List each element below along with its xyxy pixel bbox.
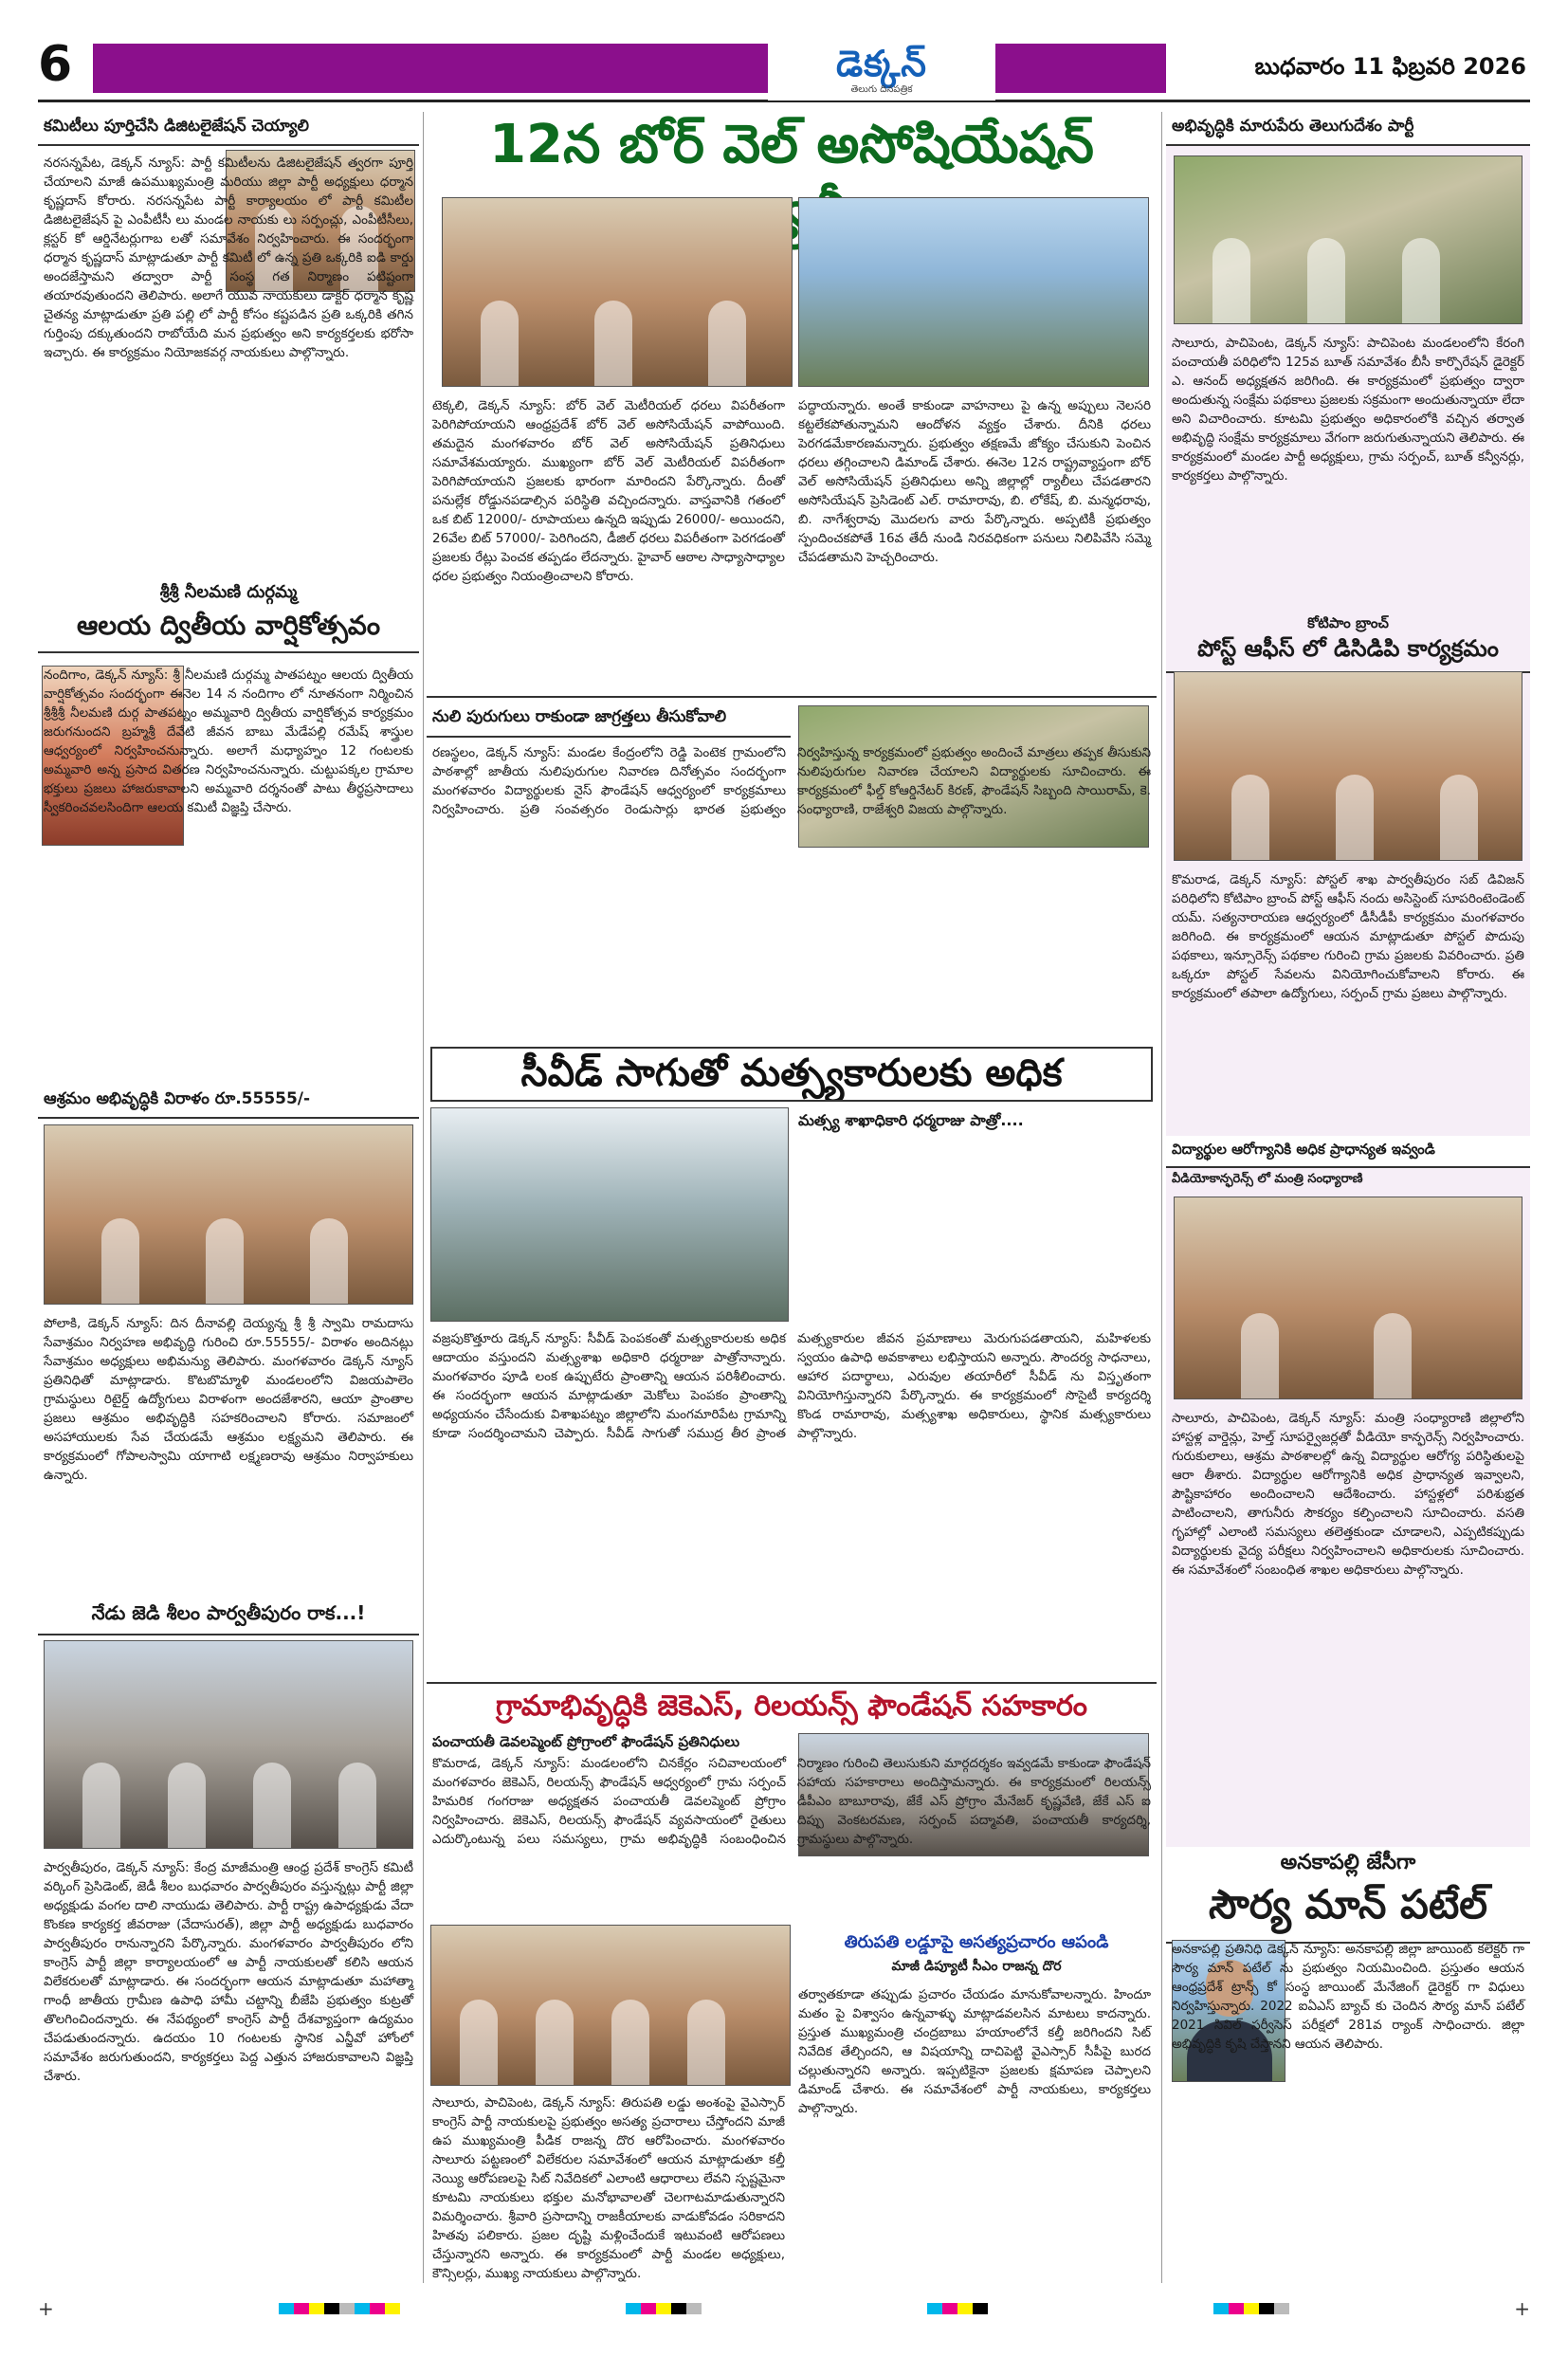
article-body: పార్వతీపురం, డెక్కన్ న్యూస్: కేంద్ర మాజీమంత్రి ఆంధ్ర ప్రదేశ్ కాంగ్రెస్ కమిటీ వర్కింగ్ ప్రెసిడెంట్, జెడీ శీలం బుధవారం పార్వతీపురం వస్తున్నట్లు పార్టీ జిల్లా అధ్యక్షుడు వంగల దాలి నాయుడు తెలిపారు. పార్టీ రాష్ట్ర ఉపాధ్యక్షుడు వేదా కొంకణ కార్యకర్త జీవరాజు (వేదాసురత్), జిల్లా పార్టీ అధ్యక్షుడు బుధవారం పార్వతీపురం రానున్నారని పేర్కొన్నారు. మంగళవారం పార్వతీపురం లోని కాంగ్రెస్ పార్టీ జిల్లా కార్యాలయంలో ఆ పార్టీ నాయకులతో కలిసి ఆయన విలేకరులతో మాట్లాడారు. ఈ సందర్భంగా ఆయన మాట్లాడుతూ మహాత్మా గాంధీ జాతీయ గ్రామీణ ఉపాధి హామీ చట్టాన్ని బీజేపి ప్రభుత్వం కుట్రతో తొలగించిందన్నారు. ఈ నేపథ్యంలో కాంగ్రెస్ పార్టీ దేశవ్యాప్తంగా ఉద్యమం చేపడుతుందన్నారు. ఉదయం 10 గంటలకు స్థానిక ఎన్జీవో హోంలో సమావేశం జరుగుతుందని, కార్యకర్తలు పెద్ద ఎత్తున హాజరుకావాలని విజ్ఞప్తి చేశారు. — [44, 1860, 413, 2084]
swatch — [641, 2303, 656, 2314]
article-reliance — [427, 1690, 1157, 1917]
article-jd-seelam — [38, 1597, 419, 2283]
swatch — [927, 2303, 942, 2314]
article-body: తర్వాతకూడా తప్పుడు ప్రచారం చేయడం మానుకోవాలన్నారు. హిందూ మతం పై విశ్వాసం ఉన్నవాళ్ళు మాట్లాడవలసిన మాటలు కాదన్నారు. ప్రస్తుత ముఖ్యమంత్రి చంద్రబాబు హయాంలోనే కల్తీ జరిగిందని సిట్ నివేదిక తేల్చిందని, ఆ విషయాన్ని దాచిపెట్టి వైఎస్సార్ సీపీపై బురద చల్లుతున్నారని అన్నారు. ఇప్పటికైనా ప్రజలకు క్షమాపణ చెప్పాలని డిమాండ్ చేశారు. ఈ సమావేశంలో పార్టీ నాయకులు, కార్యకర్తలు పాల్గొన్నారు. — [798, 1987, 1151, 2116]
person-figure — [310, 1218, 348, 1304]
person-figure — [1402, 238, 1440, 323]
person-figure — [536, 2000, 574, 2085]
person-figure — [611, 2000, 649, 2085]
article-body: కొమరాడ, డెక్కన్ న్యూస్: మండలంలోని చినకేర్లం సచివాలయంలో మంగళవారం జెకెఎస్, రిలయన్స్ ఫౌండేషన్ ఆధ్వర్యంలో గ్రామ సర్పంచ్ హిమరిక గంగరాజు అధ్యక్షతన పంచాయతీ డెవలప్మెంట్ ప్రోగ్రాం నిర్వహించారు. జెకెఎస్, రిలయన్స్ ఫౌండేషన్ వ్యవసాయంలో రైతులు ఎదుర్కొంటున్న పలు సమస్యలు, గ్రామ అభివృద్ధికి సంబంధించిన నిర్మాణం గురించి తెలుసుకుని మార్గదర్శకం ఇవ్వడమే కాకుండా ఫౌండేషన్ సహాయ సహకారాలు అందిస్తామన్నారు. ఈ కార్యక్రమంలో రిలయన్స్ డీపీఎం బాబూరావు, జేకే ఎస్ ప్రోగ్రాం మేనేజర్ కృష్ణవేణి, జేకే ఎస్ ఐ దిప్పు వెంకటరమణ, సర్పంచ్ పద్మావతి, పంచాయతీ కార్యదర్శి, గ్రామస్థులు పాల్గొన్నారు. — [432, 1756, 1151, 1847]
article-post-office — [1166, 614, 1530, 1126]
article-kicker: వీడియోకాన్ఫరెన్స్ లో మంత్రి సంధ్యారాణి — [1172, 1172, 1363, 1186]
article-body: నందిగాం, డెక్కన్ న్యూస్: శ్రీ నీలమణి దుర్గమ్మ పాతపట్నం ఆలయ ద్వితీయ వార్షికోత్సవం సందర్భంగా ఈనెల 14 న నందిగాం లో నూతనంగా నిర్మించిన శ్రీశ్రీశ్రీ నీలమణి దుర్గ పాతపట్నం అమ్మవారి ద్వితీయ వార్షికోత్సవ కార్యక్రమం జరుగనుందని బ్రహ్మశ్రీ దేవేటి జీవన బాబు మేడేపల్లి రమేష్ శాస్త్రుల ఆధ్వర్యంలో నిర్వహించనున్నారు. అలాగే మధ్యాహ్నం 12 గంటలకు అమ్మవారి అన్న ప్రసాద వితరణ నిర్వహించనున్నారు. చుట్టుపక్కల గ్రామాల భక్తులు ప్రజలు హాజరుకావాలని అమ్మవారి దర్శనంతో పాటు తీర్థప్రసాదాలు స్వీకరించవలసిందిగా ఆలయ కమిటీ విజ్ఞప్తి చేసారు. — [44, 667, 414, 815]
article-headline: 12న బోర్ వెల్ అసోషియేషన్ — [489, 114, 1094, 175]
article-jc-appointment — [1166, 1847, 1530, 2283]
person-figure — [206, 1218, 244, 1304]
article-photo — [44, 1124, 413, 1305]
article-borewell — [427, 112, 1157, 690]
person-figure — [338, 1763, 376, 1848]
swatch — [671, 2303, 686, 2314]
article-body: కొమరాడ, డెక్కన్ న్యూస్: పోస్టల్ శాఖ పార్వతీపురం సబ్ డివిజన్ పరిధిలోని కోటిపాం బ్రాంచ్ పోస్ట్ ఆఫీస్ నందు అసిస్టెంట్ సూపరింటెండెంట్ యమ్. సత్యనారాయణ ఆధ్వర్యంలో డీసీడీపీ కార్యక్రమం మంగళవారం జరిగింది. ఈ కార్యక్రమంలో ఆయన మాట్లాడుతూ పోస్టల్ పొదుపు పథకాలు, ఇన్సూరెన్స్ పథకాల గురించి గ్రామ ప్రజలకు వివరించారు. ప్రతి ఒక్కరూ పోస్టల్ సేవలను వినియోగించుకోవాలని కోరారు. ఈ కార్యక్రమంలో తపాలా ఉద్యోగులు, సర్పంచ్ గ్రామ ప్రజలు పాల్గొన్నారు. — [1172, 872, 1524, 1001]
person-figure — [594, 301, 632, 386]
person-figure — [687, 2000, 725, 2085]
swatch — [355, 2303, 370, 2314]
article-headline: నులి పురుగులు రాకుండా జాగ్రత్తలు తీసుకోవాలి — [427, 702, 791, 738]
article-body: సాలూరు, పాచిపెంట, డెక్కన్ న్యూస్: పాచిపెంట మండలంలోని కేరంగి పంచాయతీ పరిధిలోని 125వ బూత్ సమావేశం బీసీ కార్పొరేషన్ డైరెక్టర్ ఎ. ఆనంద్ అధ్యక్షతన జరిగింది. ఈ కార్యక్రమంలో ప్రభుత్వం ద్వారా అందుతున్న సంక్షేమ పథకాలు ప్రజలకు సక్రమంగా అందుతున్నాయా లేదా అని విచారించారు. కూటమి ప్రభుత్వం అధికారంలోకి వచ్చిన తర్వాత అభివృద్ధి సంక్షేమ కార్యక్రమాలు వేగంగా జరుగుతున్నాయని తెలిపారు. ఈ కార్యక్రమంలో మండల పార్టీ అధ్యక్షులు, గ్రామ సర్పంచ్, బూత్ కన్వీనర్లు, కార్యకర్తలు పాల్గొన్నారు. — [1172, 336, 1524, 484]
swatch — [957, 2303, 973, 2314]
article-body: పోలాకి, డెక్కన్ న్యూస్: దిన దీనావల్లి దెయ్యన్న శ్రీ శ్రీ స్వామి రామదాసు సేవాశ్రమం నిర్వహణ అభివృద్ధి గురించి రూ.55555/- విరాళం అందినట్లు సేవాశ్రమం అధ్యక్షులు అభిమన్యు తెలిపారు. మంగళవారం డెక్కన్ న్యూస్ ప్రతినిధితో మాట్లాడారు. కొటబొమ్మాళి మండలంలోని విజయపాలెం గ్రామస్థులు రిటైర్డ్ ఉద్యోగులు విరాళంగా అందజేశారని, ఆయా ప్రాంతాల ప్రజలు ఆశ్రమం అభివృద్ధికి సహకరించాలని కోరారు. సమాజంలో అసహాయులకు సేవ చేయడమే ఆశ్రమం లక్ష్యమని తెలిపారు. ఈ కార్యక్రమంలో గోపాలస్వామి యాగాటి లక్ష్మణరావు ఆశ్రమం నిర్వాహకులు ఉన్నారు. — [44, 1316, 413, 1483]
article-headline: పోస్ట్ ఆఫీస్ లో డిసిడిపి కార్యక్రమం — [1166, 635, 1530, 673]
color-swatches — [279, 2303, 400, 2314]
newspaper-logo — [768, 44, 995, 100]
swatch — [385, 2303, 400, 2314]
right-column — [1166, 112, 1530, 2283]
logo-tagline: తెలుగు దినపత్రిక — [850, 84, 913, 95]
article-body: వజ్రపుకొత్తూరు డెక్కన్ న్యూస్: సీవీడ్ పెంపకంతో మత్స్యకారులకు అధిక ఆదాయం వస్తుందని మత్స్యశాఖ అధికారి ధర్మరాజు పాత్రోనాన్నారు. మంగళవారం పూడి లంక ఉప్పుటేరు ప్రాంతాన్ని ఆయన పరిశీలించారు. ఈ సందర్భంగా ఆయన మాట్లాడుతూ మెకోలు పెంపకం ప్రాంతాన్ని అధ్యయనం చేసేందుకు విశాఖపట్నం జిల్లాలోని మంగమారిపేట గ్రామాన్ని కూడా సందర్శించామని చెప్పారు. సీవీడ్ సాగుతో సముద్ర తీర ప్రాంత మత్స్యకారుల జీవన ప్రమాణాలు మెరుగుపడతాయని, మహిళలకు స్వయం ఉపాధి అవకాశాలు లభిస్తాయని అన్నారు. సౌందర్య సాధనాలు, ఆహార పదార్థాలు, ఎరువుల తయారీలో సీవీడ్ ను విస్తృతంగా వినియోగిస్తున్నారని పేర్కొన్నారు. ఈ కార్యక్రమంలో సొసైటీ కార్యదర్శి కొండ రామారావు, మత్స్యశాఖ అధికారులు, స్థానిక మత్స్యకారులు పాల్గొన్నారు. — [432, 1331, 1151, 1441]
article-headline-box — [430, 1047, 1153, 1102]
swatch — [656, 2303, 671, 2314]
article-headline: సౌర్య మాన్ పటేల్ — [1166, 1879, 1530, 1944]
article-headline: సీవీడ్ సాగుతో మత్స్యకారులకు అధిక — [520, 1051, 1063, 1095]
swatch — [324, 2303, 339, 2314]
swatch — [626, 2303, 641, 2314]
person-figure — [1241, 1313, 1279, 1398]
swatch — [339, 2303, 355, 2314]
person-figure — [1440, 775, 1478, 860]
person-figure — [1336, 775, 1374, 860]
person-figure — [481, 301, 519, 386]
swatch — [1213, 2303, 1229, 2314]
article-photo — [442, 197, 793, 387]
color-swatches — [927, 2303, 988, 2314]
masthead — [38, 36, 1530, 102]
article-kicker: మాజీ డిప్యూటీ సీఎం రాజన్న దొర — [891, 1959, 1062, 1974]
swatch — [370, 2303, 385, 2314]
article-photo — [44, 1640, 413, 1849]
article-headline: కమిటీలు పూర్తిచేసి డిజిటలైజేషన్ చెయ్యాలి — [38, 112, 419, 146]
registration-mark-icon: + — [38, 2297, 54, 2320]
article-headline: నేడు జెడి శీలం పార్వతీపురం రాక...! — [38, 1597, 419, 1635]
article-temple — [38, 582, 419, 1075]
swatch — [279, 2303, 294, 2314]
article-headline: ఆలయ ద్వితీయ వార్షికోత్సవం — [38, 606, 419, 653]
article-kicker: మత్స్య శాఖాధికారి ధర్మరాజు పాత్రో.... — [798, 1111, 1024, 1129]
logo-text: డెక్కన్ — [836, 43, 927, 84]
article-photo — [1174, 671, 1522, 861]
swatch — [1229, 2303, 1244, 2314]
person-figure — [460, 2000, 498, 2085]
article-ashram — [38, 1085, 419, 1587]
page-number: 6 — [38, 36, 73, 93]
article-body: పద్ధాయన్నారు. అంతే కాకుండా వాహనాలు పై ఉన్న అప్పులు నెలసరి కట్టలేకపోతున్నామని ఆందోళన వ్యక్తం చేశారు. దీనికి ధరలు పెరగడమేకారణమన్నారు. ప్రభుత్వం తక్షణమే జోక్యం చేసుకుని పెంచిన ధరలు తగ్గించాలని డిమాండ్ చేశారు. ఈనెల 12న రాష్ట్రవ్యాప్తంగా బోర్ వెల్ అసోసియేషన్ ప్రతినిధులు అన్ని జిల్లాల్లో ర్యాలీలు చేపడతారని అసోసియేషన్ ప్రెసిడెంట్ ఎల్. రామారావు, బి. లోకేష్, బి. మన్మధరావు, బి. నాగేశ్వరావు మొదలగు వారు పేర్కొన్నారు. అప్పటికీ ప్రభుత్వం స్పందించకపోతే 16వ తేదీ నుండి నిరవధికంగా పనులు నిలిపివేసి సమ్మె చేపడతామని హెచ్చరించారు. — [798, 398, 1151, 565]
article-headline: ఆశ్రమం అభివృద్ధికి విరాళం రూ.55555/- — [38, 1085, 419, 1119]
article-kicker: కోటిపాం బ్రాంచ్ — [1307, 614, 1389, 631]
swatch — [1259, 2303, 1274, 2314]
article-tirupati — [427, 1925, 1157, 2283]
person-figure — [1374, 1313, 1412, 1398]
person-figure — [82, 1763, 120, 1848]
article-kicker: అనకాపల్లి జేసీగా — [1280, 1851, 1416, 1874]
person-figure — [101, 1218, 139, 1304]
person-figure — [168, 1763, 206, 1848]
swatch — [1274, 2303, 1289, 2314]
article-photo — [430, 1925, 791, 2086]
print-registration-strip — [38, 2297, 1530, 2320]
color-swatches — [1213, 2303, 1289, 2314]
swatch — [973, 2303, 988, 2314]
section-divider — [427, 1682, 1157, 1684]
article-digitalization — [38, 112, 419, 576]
column-divider — [1161, 112, 1162, 2283]
person-figure — [1212, 238, 1250, 323]
article-headline: గ్రామాభివృద్ధికి జెకెఎస్, రిలయన్స్ ఫౌండేషన్ సహకారం — [496, 1690, 1087, 1723]
person-figure — [1307, 238, 1345, 323]
registration-mark-icon: + — [1514, 2297, 1530, 2320]
swatch — [309, 2303, 324, 2314]
color-swatches — [626, 2303, 702, 2314]
article-photo — [1174, 1197, 1522, 1399]
article-seaweed — [427, 1107, 1157, 1676]
swatch — [294, 2303, 309, 2314]
section-divider — [427, 696, 1157, 698]
article-photo — [430, 1107, 789, 1322]
article-body: రణస్థలం, డెక్కన్ న్యూస్: మండల కేంద్రంలోని రెడ్డి పెంటెక గ్రామంలోని పాఠశాల్లో జాతీయ నులిపురుగుల నివారణ దినోత్సవం సందర్భంగా మంగళవారం విద్యార్థులకు నైస్ ఫౌండేషన్ ఆధ్వర్యంలో కార్యక్రమాలు నిర్వహించారు. ప్రతి సంవత్సరం రెండుసార్లు భారత ప్రభుత్వం నిర్వహిస్తున్న కార్యక్రమంలో ప్రభుత్వం అందించే మాత్రలు తప్పక తీసుకుని నులిపురుగుల నివారణ చేయాలని విద్యార్థులకు సూచించారు. ఈ కార్యక్రమంలో ఫీల్డ్ కోఆర్డినేటర్ కిరణ్, ఫౌండేషన్ సిబ్బంది సాయిరామ్, కె. సంధ్యారాణి, రాజేశ్వరి విజయ పాల్గొన్నారు. — [432, 745, 1151, 817]
article-body: టెక్కలి, డెక్కన్ న్యూస్: బోర్ వెల్ మెటీరియల్ ధరలు విపరీతంగా పెరిగిపోయాయని ఆంధ్రప్రదేశ్ బోర్ వెల్ అసోసియేషన్ వాపోయింది. తమదైన మంగళవారం బోర్ వెల్ అసోసియేషన్ ప్రతినిధులు సమావేశమయ్యారు. ముఖ్యంగా బోర్ వెల్ మెటీరియల్ విపరీతంగా పెరిగిపోయాయని ప్రజలకు భారంగా మారిందని పేర్కొన్నారు. దీంతో పనుల్లేక రోడ్డునపడాల్సిన పరిస్థితి వచ్చిందన్నారు. వాస్తవానికి గతంలో ఒక బిట్ 12000/- రూపాయలు ఉన్నది ఇప్పుడు 26000/- అయిందని, 26వేల బిట్ 57000/- పెరిగిందని, డీజిల్ ధరలు విపరీతంగా పెరగడంతో ప్రజలకు రేట్లు పెంచక తప్పడం లేదన్నారు. హైవార్ ఆఠాల సాధ్యాసాధ్యాల ధరల ప్రభుత్వం నియంత్రించాలని కోరారు. — [432, 398, 785, 584]
article-tdp — [1166, 112, 1530, 605]
swatch — [686, 2303, 702, 2314]
swatch — [942, 2303, 957, 2314]
article-headline: తిరుపతి లడ్డూపై అసత్యప్రచారం ఆపండి — [844, 1932, 1109, 1952]
article-students-health — [1166, 1136, 1530, 1837]
person-figure — [1231, 775, 1269, 860]
article-worms — [427, 702, 1157, 1039]
article-photo — [1174, 155, 1522, 324]
article-headline: అభివృద్ధికి మారుపేరు తెలుగుదేశం పార్టీ — [1166, 112, 1530, 146]
article-kicker: పంచాయతీ డెవలప్మెంట్ ప్రోగ్రాంలో ఫౌండేషన్ ప్రతినిధులు — [432, 1733, 740, 1750]
article-body: సాలూరు, పాచిపెంట, డెక్కన్ న్యూస్: తిరుపతి లడ్డు అంశంపై వైఎస్సార్ కాంగ్రెస్ పార్టీ నాయకులపై ప్రభుత్వం అసత్య ప్రచారాలు చేస్తోందని మాజీ ఉప ముఖ్యమంత్రి పీడిక రాజన్న దొర ఆరోపించారు. మంగళవారం సాలూరు పట్టణంలో విలేకరుల సమావేశంలో ఆయన మాట్లాడుతూ కల్తీ నెయ్యి ఆరోపణలపై సిట్ నివేదికలో ఎలాంటి ఆధారాలు లేవని స్పష్టమైనా కూటమి నాయకులు భక్తుల మనోభావాలతో చెలగాటమాడుతున్నారని విమర్శించారు. శ్రీవారి ప్రసాదాన్ని రాజకీయాలకు వాడుకోవడం సరికాదని హితవు పలికారు. ప్రజల దృష్టి మళ్లించేందుకే ఇటువంటి ఆరోపణలు చేస్తున్నారని అన్నారు. ఈ కార్యక్రమంలో పార్టీ మండల అధ్యక్షులు, కౌన్సిలర్లు, ముఖ్య నాయకులు పాల్గొన్నారు. — [432, 2095, 785, 2281]
swatch — [1244, 2303, 1259, 2314]
article-body: నరసన్నపేట, డెక్కన్ న్యూస్: పార్టీ కమిటీలను డిజిటలైజేషన్ త్వరగా పూర్తి చేయాలని మాజీ ఉపముఖ్యమంత్రి మరియు జిల్లా పార్టీ అధ్యక్షులు ధర్మాన కృష్ణదాస్ కోరారు. నరసన్నపేట పార్టీ కార్యాలయం లో పార్టీ కమిటీల డిజిటలైజేషన్ పై ఎంపీటీసీ లు మండల నాయకు లు సర్పంచ్లు, ఎంపీటీసీలు, క్లస్టర్ కో ఆర్డినేటర్లుగాబ లతో సమావేశం నిర్వహించారు. ఈ సందర్భంగా ధర్మాన కృష్ణదాస్ మాట్లాడుతూ పార్టీ కమిటీ లో ఉన్న ప్రతి ఒక్కరికి ఐడి కార్డు అందజేస్తామని తద్వారా పార్టీ సంస్థ గత నిర్మాణం పటిష్టంగా తయారవుతుందని తెలిపారు. అలాగే యువ నాయకులు డాక్టర్ ధర్మాన కృష్ణ చైతన్య మాట్లాడుతూ ప్రతి పల్లి లో పార్టీ కోసం కష్టపడిన ప్రతి ఒక్కరికి తగిన గుర్తింపు దక్కుతుందని రాబోయేది మన ప్రభుత్వం అని కార్యకర్తలకు భరోసా ఇచ్చారు. ఈ కార్యక్రమం నియోజకవర్గ నాయకులు పాల్గొన్నారు. — [44, 155, 413, 360]
article-kicker: శ్రీశ్రీ నీలమణి దుర్గమ్మ — [159, 582, 298, 602]
article-body: సాలూరు, పాచిపెంట, డెక్కన్ న్యూస్: మంత్రి సంధ్యారాణి జిల్లాలోని హాస్టళ్ల వార్డెన్లు, హెల్త్ సూపర్వైజర్లతో వీడియో కాన్ఫరెన్స్ నిర్వహించారు. గురుకులాలు, ఆశ్రమ పాఠశాలల్లో ఉన్న విద్యార్థుల ఆరోగ్య పరిస్థితులపై ఆరా తీశారు. విద్యార్థుల ఆరోగ్యానికి అధిక ప్రాధాన్యత ఇవ్వాలని, పౌష్టికాహారం అందించాలని ఆదేశించారు. హాస్టళ్లలో పరిశుభ్రత పాటించాలని, తాగునీరు సౌకర్యం కల్పించాలని సూచించారు. వసతి గృహాల్లో ఎలాంటి సమస్యలు తలెత్తకుండా చూడాలని, ఎప్పటికప్పుడు విద్యార్థులకు వైద్య పరీక్షలు నిర్వహించాలని అధికారులకు సూచించారు. ఈ సమావేశంలో సంబంధిత శాఖల అధికారులు పాల్గొన్నారు. — [1172, 1411, 1524, 1578]
article-body: అనకాపల్లి ప్రతినిధి డెక్కన్ న్యూస్: అనకాపల్లి జిల్లా జాయింట్ కలెక్టర్ గా సౌర్య మాన్ పటేల్ ను ప్రభుత్వం నియమించింది. ప్రస్తుతం ఆయన ఆంధ్రప్రదేశ్ ట్రాన్స్ కో సంస్థ జాయింట్ మేనేజింగ్ డైరెక్టర్ గా విధులు నిర్వహిస్తున్నారు. 2022 ఐఏఎస్ బ్యాచ్ కు చెందిన సౌర్య మాన్ పటేల్ 2021 సివిల్ సర్వీసెస్ పరీక్షలో 281వ ర్యాంక్ సాధించారు. జిల్లా అభివృద్ధికి కృషి చేస్తానని ఆయన తెలిపారు. — [1172, 1942, 1524, 2052]
issue-date: బుధవారం 11 ఫిబ్రవరి 2026 — [1254, 53, 1526, 80]
article-photo — [798, 197, 1149, 387]
person-figure — [708, 301, 746, 386]
article-headline: విద్యార్థుల ఆరోగ్యానికి అధిక ప్రాధాన్యత ఇవ్వండి — [1166, 1136, 1530, 1168]
column-divider — [423, 112, 424, 2283]
person-figure — [253, 1763, 291, 1848]
masthead-band — [93, 44, 1166, 93]
